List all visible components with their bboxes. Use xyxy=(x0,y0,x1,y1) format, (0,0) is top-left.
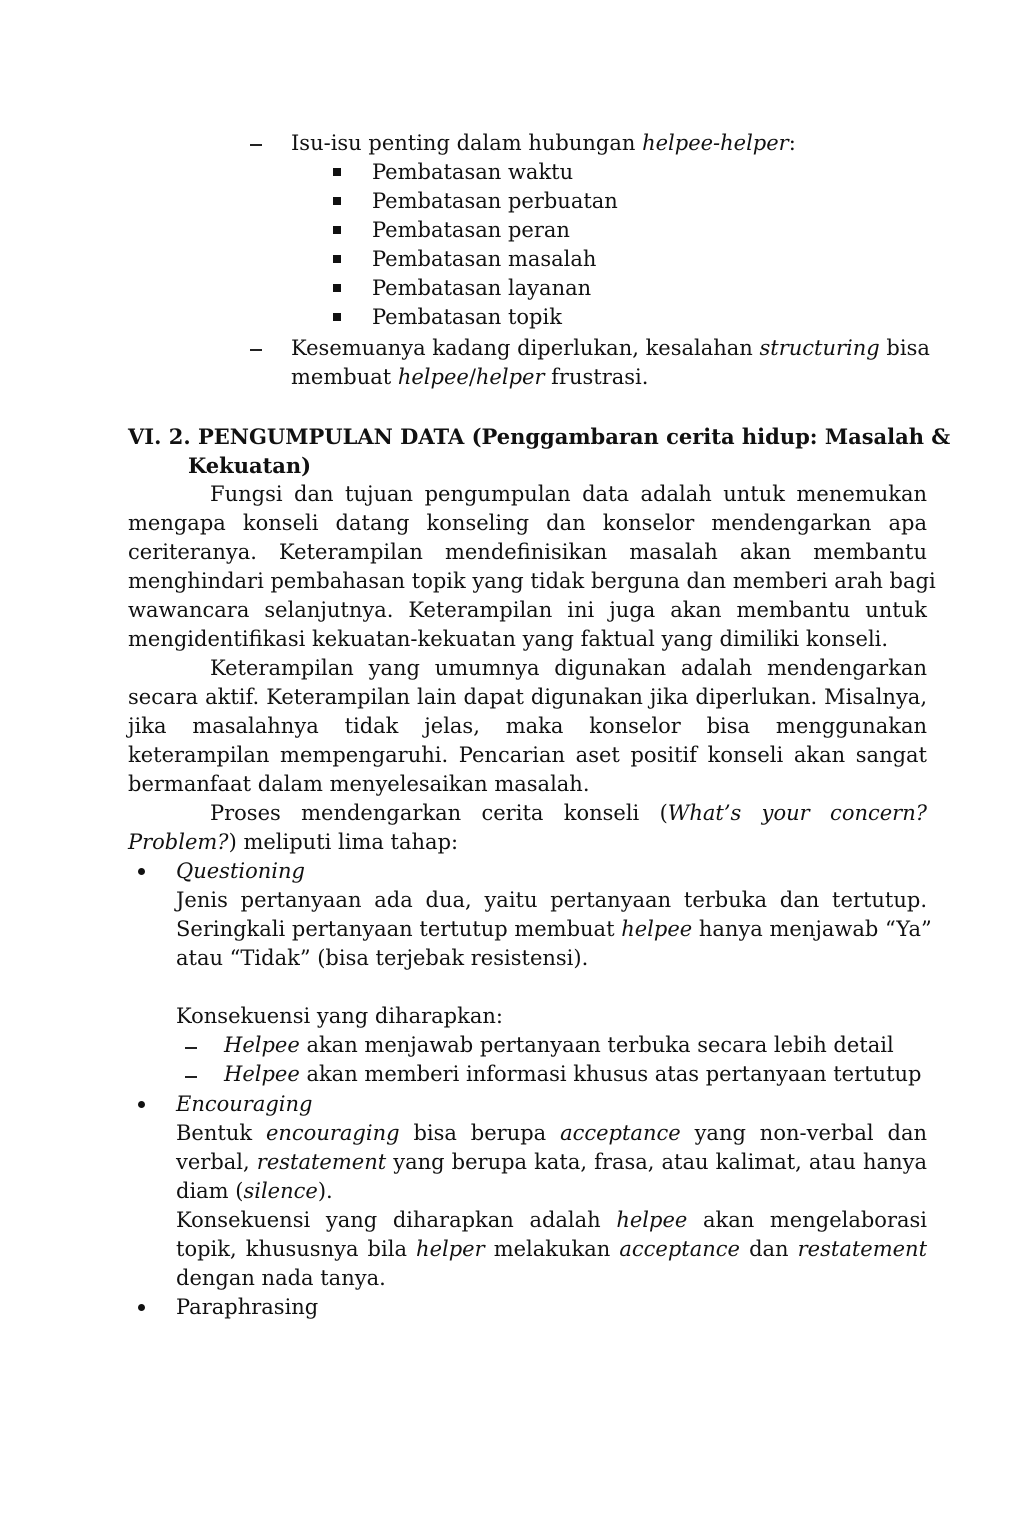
paraphrasing-title: Paraphrasing xyxy=(176,1295,319,1319)
encouraging-line: dengan nada tanya. xyxy=(176,1266,386,1290)
paragraph-line: mengapa konseli datang konseling dan konselor mendengarkan apa xyxy=(128,511,927,535)
dash-bullet xyxy=(250,349,262,351)
dash-bullet xyxy=(185,1076,197,1078)
encouraging-line: Konsekuensi yang diharapkan adalah helpee akan mengelaborasi xyxy=(176,1208,927,1232)
dash-item-kesemuanya-line1: Kesemuanya kadang diperlukan, kesalahan structuring bisa xyxy=(291,336,930,360)
round-bullet xyxy=(138,1101,145,1108)
square-bullet xyxy=(333,226,341,234)
limit-item: Pembatasan masalah xyxy=(372,247,597,271)
dash-bullet xyxy=(250,144,262,146)
paragraph-line: keterampilan mempengaruhi. Pencarian aset positif konseli akan sangat xyxy=(128,743,927,767)
dash-item-isu: Isu-isu penting dalam hubungan helpee-helper: xyxy=(291,131,796,155)
round-bullet xyxy=(138,1304,145,1311)
paragraph-line: jika masalahnya tidak jelas, maka konselor bisa menggunakan xyxy=(128,714,927,738)
limit-item: Pembatasan peran xyxy=(372,218,570,242)
square-bullet xyxy=(333,284,341,292)
paragraph-line: Fungsi dan tujuan pengumpulan data adalah untuk menemukan xyxy=(210,482,927,506)
square-bullet xyxy=(333,313,341,321)
questioning-line: Seringkali pertanyaan tertutup membuat helpee hanya menjawab “Ya” xyxy=(176,917,932,941)
dash-bullet xyxy=(185,1047,197,1049)
paragraph-line: ceriteranya. Keterampilan mendefinisikan masalah akan membantu xyxy=(128,540,927,564)
consequence-label: Konsekuensi yang diharapkan: xyxy=(176,1004,503,1028)
paragraph-line: wawancara selanjutnya. Keterampilan ini juga akan membantu untuk xyxy=(128,598,927,622)
paragraph-line: bermanfaat dalam menyelesaikan masalah. xyxy=(128,772,590,796)
encouraging-line: Bentuk encouraging bisa berupa acceptance yang non-verbal dan xyxy=(176,1121,927,1145)
questioning-line: atau “Tidak” (bisa terjebak resistensi). xyxy=(176,946,589,970)
limit-item: Pembatasan waktu xyxy=(372,160,574,184)
dash-item-kesemuanya-line2: membuat helpee/helper frustrasi. xyxy=(291,365,649,389)
square-bullet xyxy=(333,197,341,205)
encouraging-line: verbal, restatement yang berupa kata, frasa, atau kalimat, atau hanya xyxy=(176,1150,927,1174)
section-heading-line1: VI. 2. PENGUMPULAN DATA (Penggambaran cerita hidup: Masalah & xyxy=(128,424,951,449)
encouraging-line: diam (silence). xyxy=(176,1179,333,1203)
paragraph-line: Proses mendengarkan cerita konseli (What’s your concern? xyxy=(210,801,927,825)
encouraging-line: topik, khususnya bila helper melakukan acceptance dan restatement xyxy=(176,1237,928,1261)
paragraph-line: mengidentifikasi kekuatan-kekuatan yang faktual yang dimiliki konseli. xyxy=(128,627,889,651)
limit-item: Pembatasan perbuatan xyxy=(372,189,618,213)
questioning-line: Jenis pertanyaan ada dua, yaitu pertanyaan terbuka dan tertutup. xyxy=(176,888,927,912)
consequence-item: Helpee akan menjawab pertanyaan terbuka secara lebih detail xyxy=(224,1033,894,1057)
questioning-title: Questioning xyxy=(176,859,305,883)
paragraph-line: menghindari pembahasan topik yang tidak berguna dan memberi arah bagi xyxy=(128,569,936,593)
consequence-item: Helpee akan memberi informasi khusus atas pertanyaan tertutup xyxy=(224,1062,922,1086)
paragraph-line: Problem?) meliputi lima tahap: xyxy=(128,830,459,854)
square-bullet xyxy=(333,255,341,263)
square-bullet xyxy=(333,168,341,176)
encouraging-title: Encouraging xyxy=(176,1092,313,1116)
paragraph-line: Keterampilan yang umumnya digunakan adalah mendengarkan xyxy=(210,656,927,680)
paragraph-line: secara aktif. Keterampilan lain dapat digunakan jika diperlukan. Misalnya, xyxy=(128,685,927,709)
section-heading-line2: Kekuatan) xyxy=(188,453,312,478)
limit-item: Pembatasan layanan xyxy=(372,276,592,300)
round-bullet xyxy=(138,868,145,875)
limit-item: Pembatasan topik xyxy=(372,305,562,329)
